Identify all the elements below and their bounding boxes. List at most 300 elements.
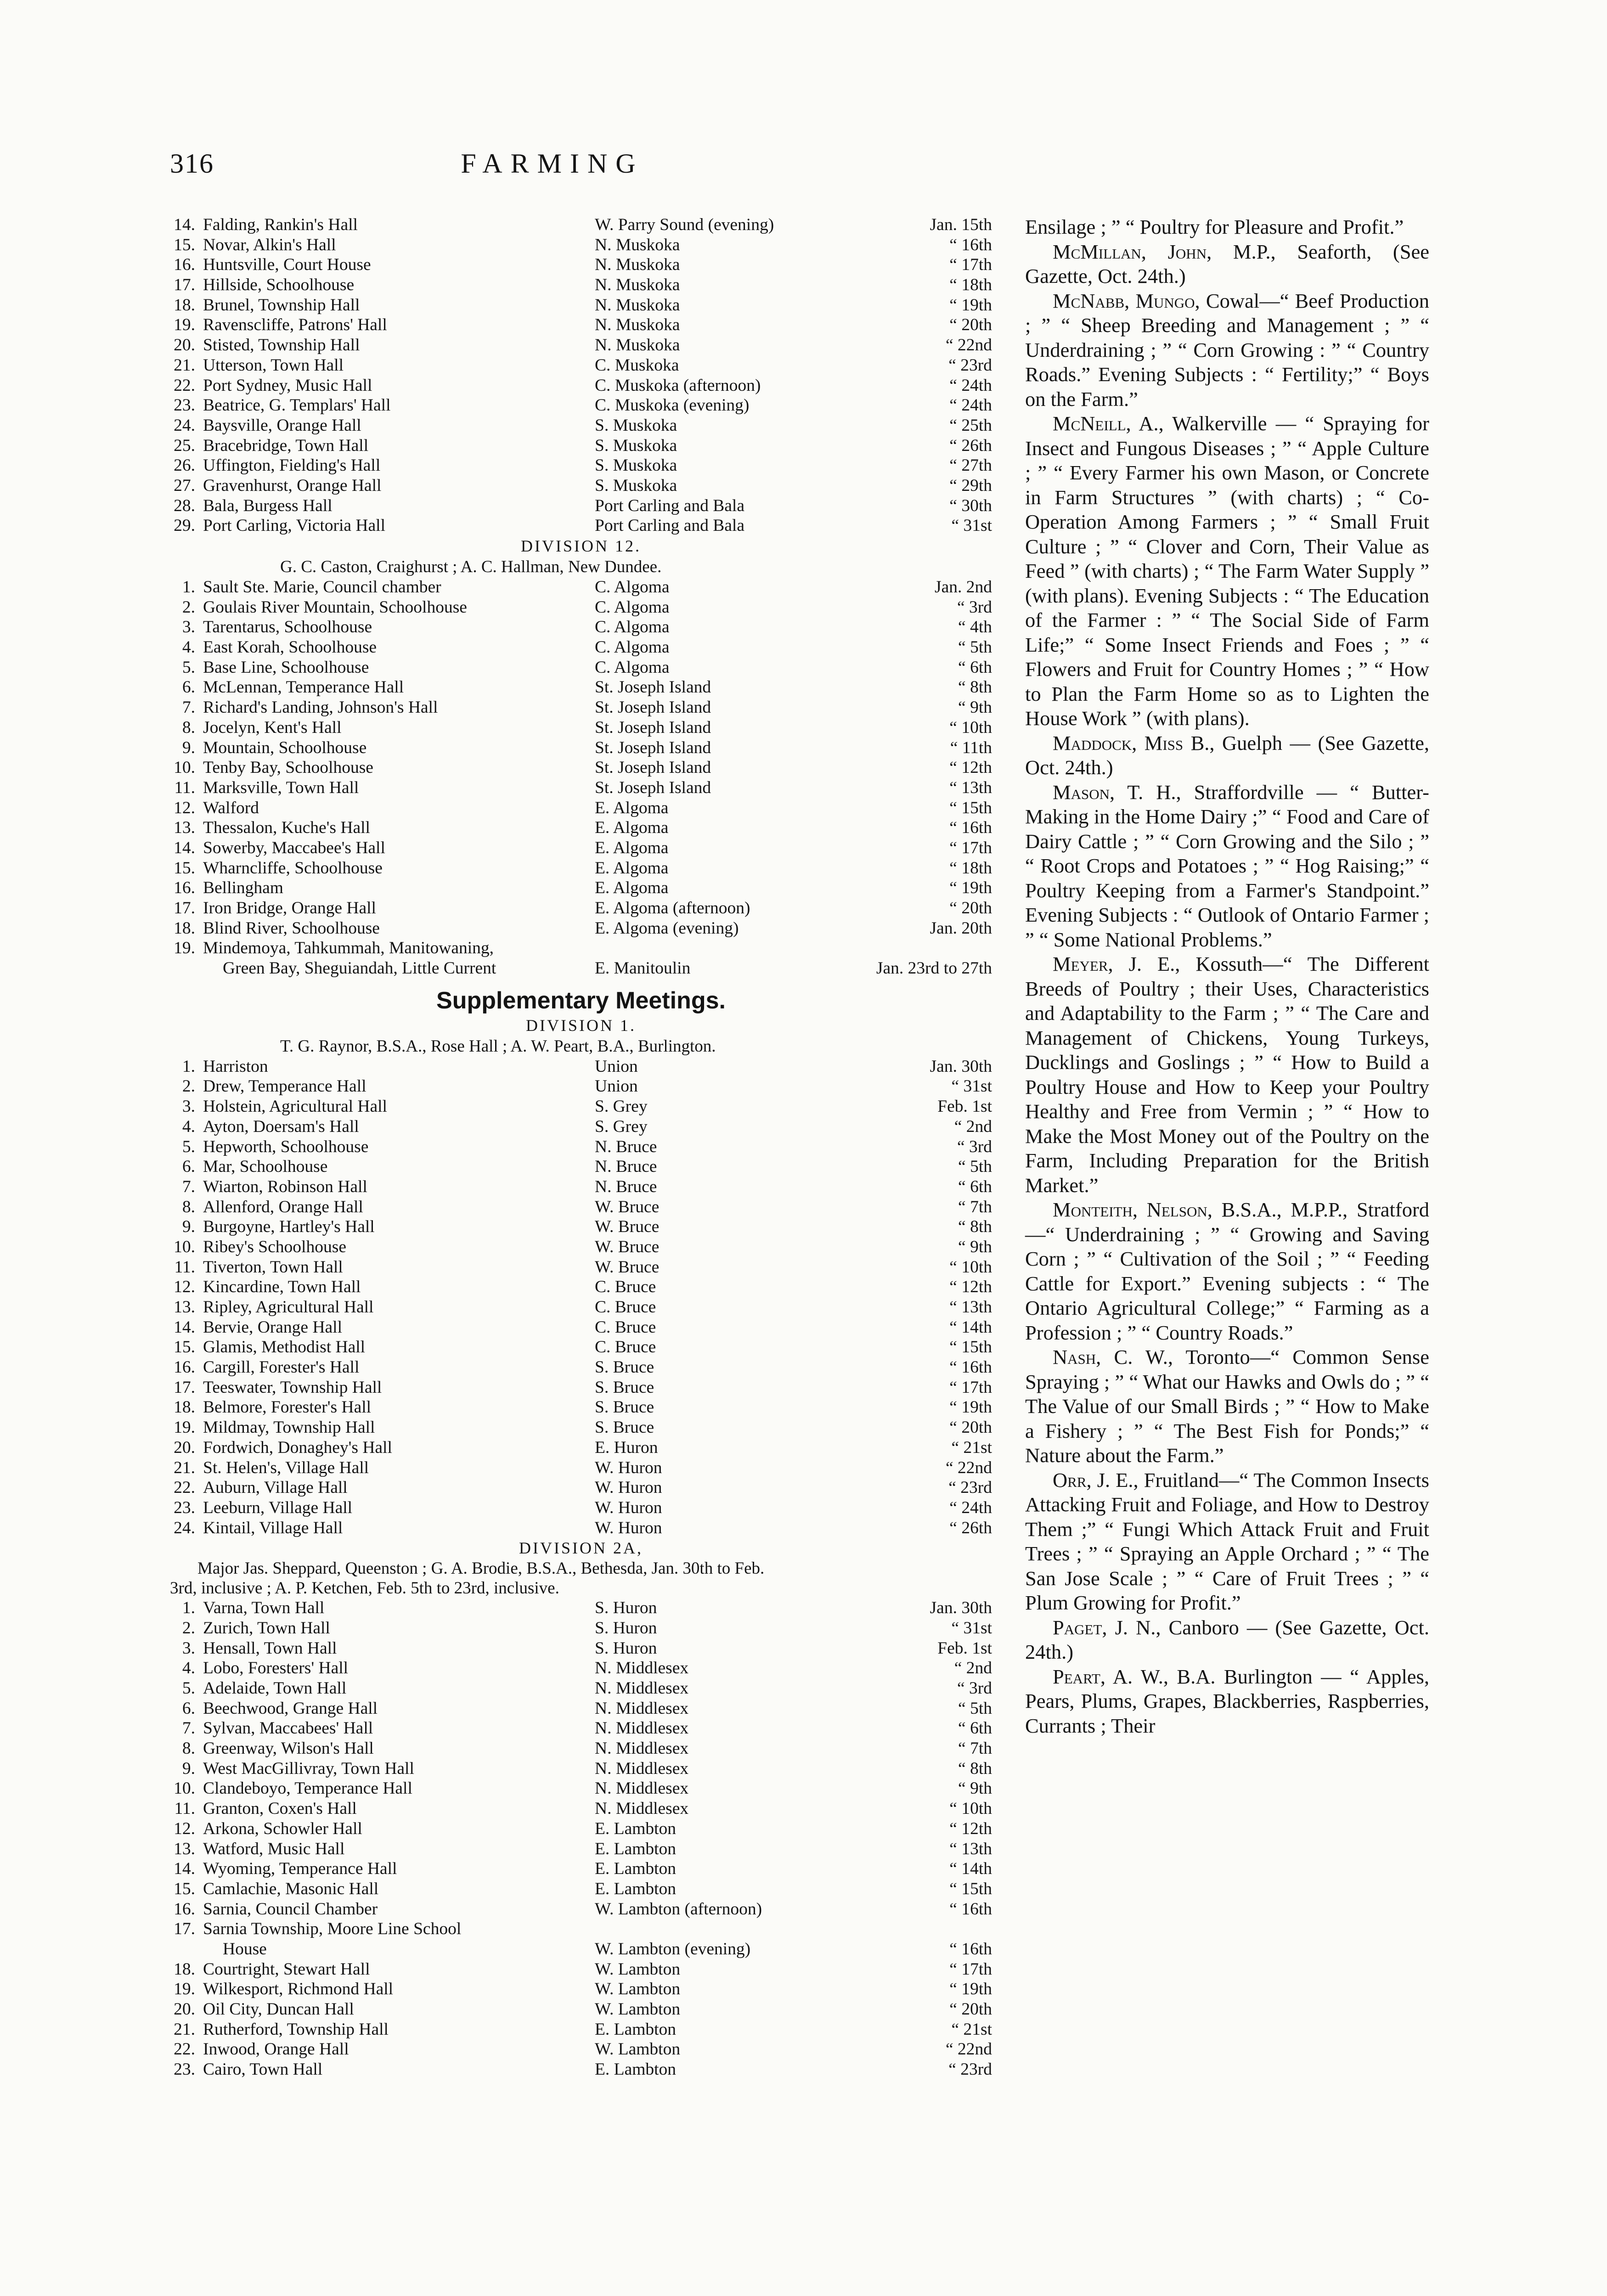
- row-when: “ 5th: [958, 638, 992, 657]
- row-num: 7.: [182, 698, 195, 717]
- schedule-row: [170, 436, 992, 456]
- row-county: St. Joseph Island: [595, 698, 711, 717]
- row-place: Bala, Burgess Hall: [203, 496, 333, 515]
- row-num: 2.: [182, 1618, 195, 1638]
- row-place: Wilkesport, Richmond Hall: [203, 1980, 394, 1999]
- row-place: Walford: [203, 798, 259, 817]
- schedule-row: [170, 898, 992, 918]
- row-place: West MacGillivray, Town Hall: [203, 1759, 414, 1778]
- row-place: Holstein, Agricultural Hall: [203, 1097, 387, 1116]
- row-place: Port Carling, Victoria Hall: [203, 516, 385, 535]
- row-when: “ 8th: [958, 1759, 992, 1778]
- row-when: “ 22nd: [945, 336, 992, 355]
- row-when: “ 6th: [958, 1177, 992, 1196]
- speaker-entry: [1025, 411, 1429, 731]
- schedule-row: [170, 395, 992, 416]
- speaker-name: McNeill, A.,: [1053, 412, 1164, 435]
- schedule-row-continued: Green Bay, Sheguiandah, Little Current E. Manitoulin Jan. 23rd to 27th: [223, 959, 992, 978]
- row-county: C. Algoma: [595, 578, 670, 597]
- row-num: 29.: [174, 516, 195, 535]
- row-county: St. Joseph Island: [595, 678, 711, 697]
- row-num: 4.: [182, 638, 195, 657]
- row-when: “ 13th: [949, 778, 992, 797]
- row-county: St. Joseph Island: [595, 718, 711, 737]
- schedule-row: [170, 1879, 992, 1899]
- schedule-row: [170, 1418, 992, 1438]
- row-when: “ 30th: [949, 496, 992, 515]
- row-num: 25.: [174, 436, 195, 455]
- row-num: 23.: [174, 1498, 195, 1517]
- row-county: N. Bruce: [595, 1137, 657, 1156]
- row-num: 16.: [174, 1358, 195, 1377]
- row-when: “ 9th: [958, 698, 992, 717]
- schedule-row: [170, 1859, 992, 1879]
- row-num: 8.: [182, 1197, 195, 1216]
- row-county: W. Lambton: [595, 2000, 681, 2019]
- schedule-row: [170, 1618, 992, 1638]
- row-county: N. Middlesex: [595, 1779, 689, 1798]
- row-when: “ 29th: [949, 476, 992, 495]
- row-place: Marksville, Town Hall: [203, 778, 359, 797]
- row-when: “ 9th: [958, 1779, 992, 1798]
- row-county: S. Huron: [595, 1618, 657, 1638]
- row-place: Ravenscliffe, Patrons' Hall: [203, 315, 387, 335]
- speaker-name: Peart, A. W.,: [1053, 1665, 1168, 1688]
- row-county: N. Bruce: [595, 1157, 657, 1176]
- row-county: C. Muskoka (afternoon): [595, 376, 761, 395]
- row-num: 9.: [182, 1217, 195, 1237]
- row-county: W. Parry Sound (evening): [595, 215, 774, 234]
- schedule-row: [170, 1819, 992, 1839]
- row-place: Ayton, Doersam's Hall: [203, 1117, 359, 1136]
- division-1-heading: DIVISION 1.: [526, 1016, 636, 1035]
- row-county: S. Bruce: [595, 1418, 654, 1437]
- row-place: Base Line, Schoolhouse: [203, 658, 369, 677]
- row-num: 22.: [174, 376, 195, 395]
- row-place: Hepworth, Schoolhouse: [203, 1137, 369, 1156]
- row-num: 26.: [174, 456, 195, 475]
- row-place: Wyoming, Temperance Hall: [203, 1859, 397, 1879]
- row-place: Bracebridge, Town Hall: [203, 436, 369, 455]
- row-num: 19.: [174, 315, 195, 335]
- schedule-row: [170, 1277, 992, 1297]
- speaker-entry: [1025, 731, 1429, 780]
- row-when: “ 20th: [949, 315, 992, 335]
- row-when: “ 5th: [958, 1157, 992, 1176]
- row-num: 17.: [174, 1378, 195, 1397]
- row-place: Jocelyn, Kent's Hall: [203, 718, 342, 737]
- row-county: W. Huron: [595, 1478, 662, 1497]
- row-county: E. Lambton: [595, 2020, 677, 2039]
- schedule-row: [170, 1959, 992, 1980]
- schedule-row: [170, 577, 992, 597]
- row-county: Union: [595, 1057, 638, 1076]
- speakers-column: [1025, 215, 1429, 1738]
- speaker-name: McMillan, John,: [1053, 240, 1212, 263]
- schedule-row: [170, 878, 992, 898]
- row-county: N. Muskoka: [595, 255, 680, 275]
- schedule-row: [170, 1979, 992, 1999]
- row-county: E. Algoma: [595, 838, 669, 857]
- row-num: 10.: [174, 1779, 195, 1798]
- row-when: “ 17th: [949, 255, 992, 275]
- schedule-row: [170, 275, 992, 295]
- row-when: “ 25th: [949, 416, 992, 435]
- row-place: Fordwich, Donaghey's Hall: [203, 1438, 392, 1457]
- schedule-row: [170, 215, 992, 235]
- row-num: 7.: [182, 1177, 195, 1196]
- row-num: 14.: [174, 1317, 195, 1337]
- row-when: “ 6th: [958, 1719, 992, 1738]
- row-place: Belmore, Forester's Hall: [203, 1398, 372, 1417]
- schedule-row: [170, 1117, 992, 1137]
- row-place: Falding, Rankin's Hall: [203, 215, 358, 234]
- row-when: “ 2nd: [954, 1117, 992, 1136]
- row-place: Greenway, Wilson's Hall: [203, 1739, 374, 1758]
- row-num: 2.: [182, 1077, 195, 1096]
- schedule-row: [170, 2039, 992, 2060]
- row-county: N. Middlesex: [595, 1659, 689, 1678]
- row-county: W. Huron: [595, 1518, 662, 1537]
- row-when: “ 8th: [958, 1217, 992, 1237]
- schedule-row: [170, 1759, 992, 1779]
- column-intro: Ensilage ; ” “ Poultry for Pleasure and Profit.”: [1025, 215, 1404, 238]
- row-when: “ 14th: [949, 1317, 992, 1337]
- row-place: Tarentarus, Schoolhouse: [203, 618, 372, 637]
- speaker-name: Orr, J. E.,: [1053, 1468, 1139, 1491]
- division-2a-list: [170, 1598, 992, 1919]
- schedule-row: [170, 1658, 992, 1678]
- row-num: 14.: [174, 215, 195, 234]
- row-when: “ 11th: [950, 738, 992, 757]
- speaker-name: McNabb, Mungo,: [1053, 289, 1200, 312]
- row-county: W. Bruce: [595, 1217, 660, 1237]
- row-place: Zurich, Town Hall: [203, 1618, 330, 1638]
- row-num: 6.: [182, 1699, 195, 1718]
- row-county: C. Bruce: [595, 1338, 656, 1357]
- schedule-row: 19. Mindemoya, Tahkummah, Manitowaning,: [174, 939, 494, 958]
- speaker-entry: [1025, 780, 1429, 952]
- row-when: Jan. 15th: [930, 215, 992, 234]
- row-num: 5.: [182, 1137, 195, 1156]
- row-place: Hensall, Town Hall: [203, 1638, 337, 1658]
- row-when: “ 18th: [949, 276, 992, 295]
- row-num: 23.: [174, 2060, 195, 2079]
- row-place: Oil City, Duncan Hall: [203, 2000, 354, 2019]
- row-place: Beechwood, Grange Hall: [203, 1699, 378, 1718]
- row-when: Feb. 1st: [937, 1638, 992, 1658]
- speaker-name: Meyer, J. E.,: [1053, 952, 1180, 975]
- row-county: C. Algoma: [595, 638, 670, 657]
- row-county: C. Algoma: [595, 597, 670, 617]
- row-num: 18.: [174, 1959, 195, 1979]
- row-county: St. Joseph Island: [595, 738, 711, 757]
- row-place: Inwood, Orange Hall: [203, 2040, 349, 2059]
- row-county: Port Carling and Bala: [595, 516, 744, 535]
- row-when: “ 2nd: [954, 1659, 992, 1678]
- row-place: McLennan, Temperance Hall: [203, 678, 404, 697]
- schedule-row: [170, 778, 992, 798]
- row-place: East Korah, Schoolhouse: [203, 638, 377, 657]
- row-num: 12.: [174, 798, 195, 817]
- row-county: W. Bruce: [595, 1237, 660, 1256]
- row-when: “ 17th: [949, 1959, 992, 1979]
- division-12-list: [170, 577, 992, 938]
- row-place: Kintail, Village Hall: [203, 1518, 343, 1537]
- row-place: Novar, Alkin's Hall: [203, 235, 336, 254]
- row-place: Kincardine, Town Hall: [203, 1277, 361, 1297]
- row-place: Burgoyne, Hartley's Hall: [203, 1217, 375, 1237]
- row-place: Stisted, Township Hall: [203, 336, 360, 355]
- schedule-row: 17. Sarnia Township, Moore Line School: [174, 1919, 462, 1939]
- row-num: 20.: [174, 1438, 195, 1457]
- schedule-row: [170, 818, 992, 838]
- row-num: 11.: [174, 778, 195, 797]
- schedule-row: [170, 1217, 992, 1237]
- schedule-row: [170, 496, 992, 516]
- row-when: “ 23rd: [948, 2060, 992, 2079]
- schedule-row: [170, 235, 992, 255]
- row-num: 23.: [174, 396, 195, 415]
- row-place: Ribey's Schoolhouse: [203, 1237, 346, 1256]
- schedule-row: [170, 1177, 992, 1197]
- row-county: N. Middlesex: [595, 1799, 689, 1818]
- row-place: Glamis, Methodist Hall: [203, 1338, 366, 1357]
- row-county: N. Middlesex: [595, 1739, 689, 1758]
- row-num: 11.: [174, 1257, 195, 1277]
- row-num: 4.: [182, 1659, 195, 1678]
- row-when: “ 16th: [949, 818, 992, 838]
- schedule-row: [170, 838, 992, 858]
- row-when: “ 6th: [958, 658, 992, 677]
- row-num: 9.: [182, 738, 195, 757]
- row-num: 28.: [174, 496, 195, 515]
- row-when: “ 22nd: [945, 2040, 992, 2059]
- row-num: 27.: [174, 476, 195, 495]
- row-place: Wharncliffe, Schoolhouse: [203, 858, 383, 878]
- schedule-row: [170, 1678, 992, 1699]
- row-when: “ 3rd: [957, 1137, 992, 1156]
- speaker-entries: [1025, 240, 1429, 1739]
- row-num: 5.: [182, 658, 195, 677]
- row-place: Clandeboyo, Temperance Hall: [203, 1779, 412, 1798]
- row-county: C. Bruce: [595, 1277, 656, 1297]
- row-when: “ 22nd: [945, 1458, 992, 1477]
- schedule-row: [170, 1157, 992, 1177]
- row-when: “ 24th: [949, 1498, 992, 1517]
- row-when: “ 20th: [949, 1418, 992, 1437]
- schedule-row: [170, 1778, 992, 1799]
- row-place: Port Sydney, Music Hall: [203, 376, 372, 395]
- schedule-row: [170, 1257, 992, 1277]
- schedule-row-continued: House W. Lambton (evening) “ 16th: [223, 1939, 992, 1958]
- row-place: Allenford, Orange Hall: [203, 1197, 363, 1216]
- schedule-row: [170, 1057, 992, 1077]
- row-when: Jan. 30th: [930, 1057, 992, 1076]
- row-place: Beatrice, G. Templars' Hall: [203, 396, 391, 415]
- row-num: 1.: [182, 578, 195, 597]
- division-11-list: [170, 215, 992, 536]
- row-place: Sault Ste. Marie, Council chamber: [203, 578, 441, 597]
- speaker-entry: [1025, 1198, 1429, 1345]
- row-when: “ 10th: [949, 1799, 992, 1818]
- speaker-topics: B.S.A., M.P.P., Stratford—“ Underdraining ; ” “ Growing and Saving Corn ; ” “ Cultivation of the Soil ; ” “ Feeding Cattle for Export.” Evening subjects : “ The Ontario Agricultural College;” “ Farming as a Profession ; ” “ Country Roads.”: [1025, 1198, 1430, 1344]
- row-place: Ripley, Agricultural Hall: [203, 1298, 374, 1317]
- row-when: “ 10th: [949, 1257, 992, 1277]
- row-place: Courtright, Stewart Hall: [203, 1959, 370, 1979]
- row-num: 16.: [174, 878, 195, 898]
- row-place: Baysville, Orange Hall: [203, 416, 361, 435]
- schedule-row: [170, 1337, 992, 1357]
- row-place: Teeswater, Township Hall: [203, 1378, 382, 1397]
- row-place: Arkona, Schowler Hall: [203, 1819, 362, 1838]
- row-when: “ 16th: [949, 1358, 992, 1377]
- row-num: 12.: [174, 1819, 195, 1838]
- row-place: Mountain, Schoolhouse: [203, 738, 367, 757]
- row-place: Hillside, Schoolhouse: [203, 276, 355, 295]
- speaker-topics: Fruitland—“ The Common Insects Attacking Fruit and Foliage, and How to Destroy Them ;” “ Fungi Which Attack Fruit and Fruit Trees ; ” “ Spraying an Apple Orchard ; ” “ The San Jose Scale ; ” “ Care of Fruit Trees ; ” “ Plum Growing for Profit.”: [1025, 1468, 1429, 1614]
- row-num: 7.: [182, 1719, 195, 1738]
- row-when: “ 20th: [949, 899, 992, 917]
- row-when: “ 17th: [949, 1378, 992, 1397]
- schedule-row: [170, 1317, 992, 1338]
- page-header: [170, 148, 935, 180]
- speaker-name: Monteith, Nelson,: [1053, 1198, 1212, 1221]
- row-place: Gravenhurst, Orange Hall: [203, 476, 382, 495]
- speaker-topics: Kossuth—“ The Different Breeds of Poultry ; their Uses, Characteristics and Adaptability to the Farm ; ” “ The Care and Management of Chickens, Young Turkeys, Ducklings and Goslings ; ” “ How to Build a Poultry House and How to Keep your Poultry Healthy and Free from Vermin ; ” “ How to Make the Most Money out of the Poultry on the Farm, Including Preparation for the British Market.”: [1025, 952, 1429, 1197]
- schedule-row: [170, 637, 992, 658]
- schedule-row: [170, 1197, 992, 1217]
- row-place: Uffington, Fielding's Hall: [203, 456, 381, 475]
- schedule-row: [170, 698, 992, 718]
- row-county: E. Algoma: [595, 818, 669, 838]
- row-county: N. Middlesex: [595, 1679, 689, 1698]
- schedule-row: [170, 335, 992, 355]
- row-when: “ 19th: [949, 878, 992, 898]
- division-2a-list-continued: [170, 1959, 992, 2080]
- row-num: 14.: [174, 1859, 195, 1879]
- row-num: 15.: [174, 235, 195, 254]
- row-place: Sylvan, Maccabees' Hall: [203, 1719, 373, 1738]
- schedule-row: [170, 597, 992, 618]
- schedule-row: [170, 1518, 992, 1538]
- division-12-lecturers: G. C. Caston, Craighurst ; A. C. Hallman, New Dundee.: [280, 557, 662, 576]
- row-county: E. Lambton: [595, 2060, 677, 2079]
- speaker-topics: M.P., Seaforth, (See Gazette, Oct. 24th.): [1025, 240, 1429, 287]
- row-num: 6.: [182, 1157, 195, 1176]
- row-num: 24.: [174, 416, 195, 435]
- row-county: N. Middlesex: [595, 1719, 689, 1738]
- meetings-schedule: [170, 215, 992, 2080]
- row-when: Jan. 20th: [930, 918, 992, 938]
- schedule-row: [170, 376, 992, 396]
- row-num: 15.: [174, 858, 195, 878]
- row-when: “ 4th: [958, 618, 992, 637]
- row-when: “ 20th: [949, 2000, 992, 2019]
- running-title: FARMING: [461, 148, 644, 179]
- row-county: N. Middlesex: [595, 1759, 689, 1778]
- speaker-name: Nash, C. W.,: [1053, 1345, 1173, 1368]
- row-place: Sarnia, Council Chamber: [203, 1899, 378, 1919]
- row-num: 14.: [174, 838, 195, 857]
- row-county: E. Algoma (afternoon): [595, 899, 750, 917]
- row-place: Wiarton, Robinson Hall: [203, 1177, 367, 1196]
- schedule-row: [170, 2020, 992, 2040]
- row-num: 18.: [174, 1398, 195, 1417]
- speaker-entry: [1025, 952, 1429, 1198]
- schedule-row: [170, 738, 992, 758]
- row-when: “ 15th: [949, 798, 992, 817]
- row-place: Sowerby, Maccabee's Hall: [203, 838, 385, 857]
- row-county: W. Lambton (afternoon): [595, 1899, 762, 1919]
- row-county: W. Bruce: [595, 1257, 660, 1277]
- row-when: “ 8th: [958, 678, 992, 697]
- row-place: Lobo, Foresters' Hall: [203, 1659, 349, 1678]
- row-when: “ 7th: [958, 1197, 992, 1216]
- division-12-heading: DIVISION 12.: [521, 537, 641, 555]
- row-when: “ 31st: [951, 1077, 992, 1096]
- speaker-topics: Canboro — (See Gazette, Oct. 24th.): [1025, 1615, 1429, 1663]
- schedule-row: [170, 1076, 992, 1097]
- row-county: E. Lambton: [595, 1819, 677, 1838]
- row-county: S. Bruce: [595, 1358, 654, 1377]
- row-place: Goulais River Mountain, Schoolhouse: [203, 597, 467, 617]
- row-place: Utterson, Town Hall: [203, 355, 344, 375]
- row-county: C. Muskoka: [595, 355, 679, 375]
- division-1-lecturers: T. G. Raynor, B.S.A., Rose Hall ; A. W. Peart, B.A., Burlington.: [280, 1036, 716, 1056]
- row-place: Bellingham: [203, 878, 283, 898]
- row-num: 18.: [174, 295, 195, 315]
- schedule-row: [170, 1498, 992, 1518]
- row-num: 16.: [174, 255, 195, 275]
- row-place: Rutherford, Township Hall: [203, 2020, 389, 2039]
- schedule-row: [170, 1378, 992, 1398]
- row-county: N. Muskoka: [595, 336, 680, 355]
- row-place: Iron Bridge, Orange Hall: [203, 899, 376, 917]
- row-when: “ 12th: [949, 1819, 992, 1838]
- division-2a-note-line-1: Major Jas. Sheppard, Queenston ; G. A. Brodie, B.S.A., Bethesda, Jan. 30th to Feb.: [197, 1559, 765, 1578]
- row-when: “ 21st: [951, 2020, 992, 2039]
- row-place: St. Helen's, Village Hall: [203, 1458, 369, 1477]
- row-when: “ 7th: [958, 1739, 992, 1758]
- row-county: E. Algoma: [595, 878, 669, 898]
- schedule-row: [170, 315, 992, 335]
- row-county: E. Lambton: [595, 1859, 677, 1879]
- row-num: 22.: [174, 2040, 195, 2059]
- row-when: “ 16th: [949, 235, 992, 254]
- row-place: Thessalon, Kuche's Hall: [203, 818, 370, 838]
- row-county: N. Muskoka: [595, 276, 680, 295]
- row-when: “ 21st: [951, 1438, 992, 1457]
- division-2a-note-line-2: 3rd, inclusive ; A. P. Ketchen, Feb. 5th to 23rd, inclusive.: [170, 1579, 559, 1598]
- row-county: C. Algoma: [595, 618, 670, 637]
- row-place: Watford, Music Hall: [203, 1839, 345, 1858]
- speaker-name: Paget, J. N.,: [1053, 1615, 1161, 1639]
- schedule-row: [170, 1438, 992, 1458]
- row-num: 17.: [174, 276, 195, 295]
- row-when: “ 18th: [949, 858, 992, 878]
- speaker-topics: B.A. Burlington — “ Apples, Pears, Plums, Grapes, Blackberries, Raspberries, Currants ; Their: [1025, 1665, 1430, 1737]
- row-num: 16.: [174, 1899, 195, 1919]
- schedule-row: [170, 677, 992, 698]
- row-place: Mildmay, Township Hall: [203, 1418, 375, 1437]
- speaker-topics: Toronto—“ Common Sense Spraying ; ” “ What our Hawks and Owls do ; ” “ The Value of our Small Birds ; ” “ How to Make a Fishery ; ” “ The Best Fish for Ponds;” “ Nature about the Farm.”: [1025, 1345, 1429, 1467]
- row-when: “ 31st: [951, 1618, 992, 1638]
- row-county: W. Bruce: [595, 1197, 660, 1216]
- schedule-row: [170, 1458, 992, 1478]
- row-county: W. Lambton: [595, 1980, 681, 1999]
- speaker-topics: Guelph — (See Gazette, Oct. 24th.): [1025, 731, 1429, 779]
